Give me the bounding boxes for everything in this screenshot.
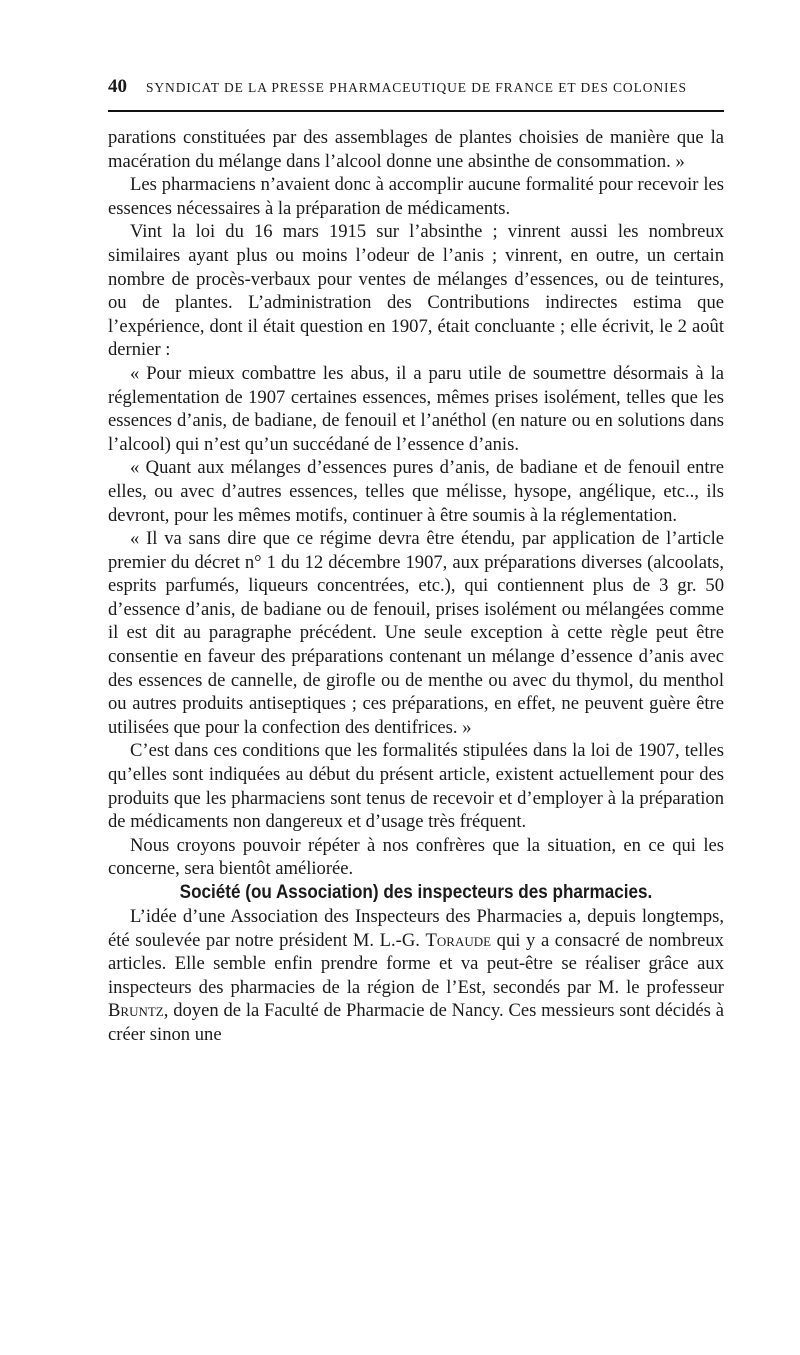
- quoted-paragraph: « Il va sans dire que ce régime devra être étendu, par application de l’article premier du décret n° 1 du 12 décembre 1907, aux préparations diverses (alcoolats, esprits parfumés, liqueurs concentrées, etc.), qui contiennent plus de 3 gr. 50 d’essence d’anis, de badiane ou de fenouil, prises isolément ou mélangées comme il est dit au paragraphe précédent. Une seule exception à cette règle peut être consentie en faveur des préparations contenant un mélange d’essence d’anis avec des essences de cannelle, de girofle ou de menthe ou avec du thymol, du menthol ou autres produits antiseptiques ; ces préparations, en effet, ne peuvent guère être utilisées que pour la confection des dentifrices. »: [108, 528, 724, 738]
- author-name: Bruntz: [108, 1000, 164, 1022]
- section-text: L’idée d’une Association des Inspecteurs des Pharmacies a, depuis longtemps, été soulevée par notre président M. L.-G.: [108, 906, 724, 951]
- header-rule: [108, 110, 724, 112]
- paragraph: parations constituées par des assemblages de plantes choisies de manière que la macération du mélange dans l’alcool donne une absinthe de consommation. »: [108, 127, 724, 172]
- paragraph: Les pharmaciens n’avaient donc à accomplir aucune formalité pour recevoir les essences nécessaires à la préparation de médicaments.: [108, 174, 724, 219]
- running-title: SYNDICAT DE LA PRESSE PHARMACEUTIQUE DE FRANCE ET DES COLONIES: [146, 80, 687, 95]
- paragraph: C’est dans ces conditions que les formalités stipulées dans la loi de 1907, telles qu’elles sont indiquées au début du présent article, existent actuellement pour des produits que les pharmaciens sont tenus de recevoir et d’employer à la préparation de médicaments non dangereux et d’usage très fréquent.: [108, 740, 724, 833]
- section-text: qui y a consacré de nombreux articles. Elle semble enfin prendre forme et va peut-être se réaliser grâce aux inspecteurs des pharmacies de la région de l’Est, secondés par M. le professeur: [108, 929, 724, 998]
- section-heading: Société (ou Association) des inspecteurs des pharmacies.: [179, 882, 653, 903]
- section-text: , doyen de la Faculté de Pharmacie de Nancy. Ces messieurs sont décidés à créer sinon une: [108, 1000, 724, 1045]
- quoted-paragraph: « Quant aux mélanges d’essences pures d’anis, de badiane et de fenouil entre elles, ou avec d’autres essences, telles que mélisse, hysope, angélique, etc.., ils devront, pour les mêmes motifs, continuer à être soumis à la réglementation.: [108, 457, 724, 526]
- quoted-paragraph: « Pour mieux combattre les abus, il a paru utile de soumettre désormais à la réglementation de 1907 certaines essences, mêmes prises isolément, telles que les essences d’anis, de badiane, de fenouil et l’anéthol (en nature ou en solutions dans l’alcool) qui n’est qu’un succédané de l’essence d’anis.: [108, 362, 724, 455]
- paragraph: Nous croyons pouvoir répéter à nos confrères que la situation, en ce qui les concerne, sera bientôt améliorée.: [108, 834, 724, 880]
- page-header: [108, 76, 724, 98]
- page-number: 40: [108, 76, 127, 97]
- body-text: [108, 126, 724, 1047]
- author-name: Toraude: [425, 929, 492, 951]
- section-paragraph: [108, 905, 724, 1047]
- paragraph: Vint la loi du 16 mars 1915 sur l’absinthe ; vinrent aussi les nombreux similaires ayant plus ou moins l’odeur de l’anis ; vinrent, en outre, un certain nombre de procès-verbaux pour ventes de mélanges d’essences, ou de teintures, ou de plantes. L’administration des Contributions indirectes estima que l’expérience, dont il était question en 1907, était concluante ; elle écrivit, le 2 août dernier :: [108, 221, 724, 361]
